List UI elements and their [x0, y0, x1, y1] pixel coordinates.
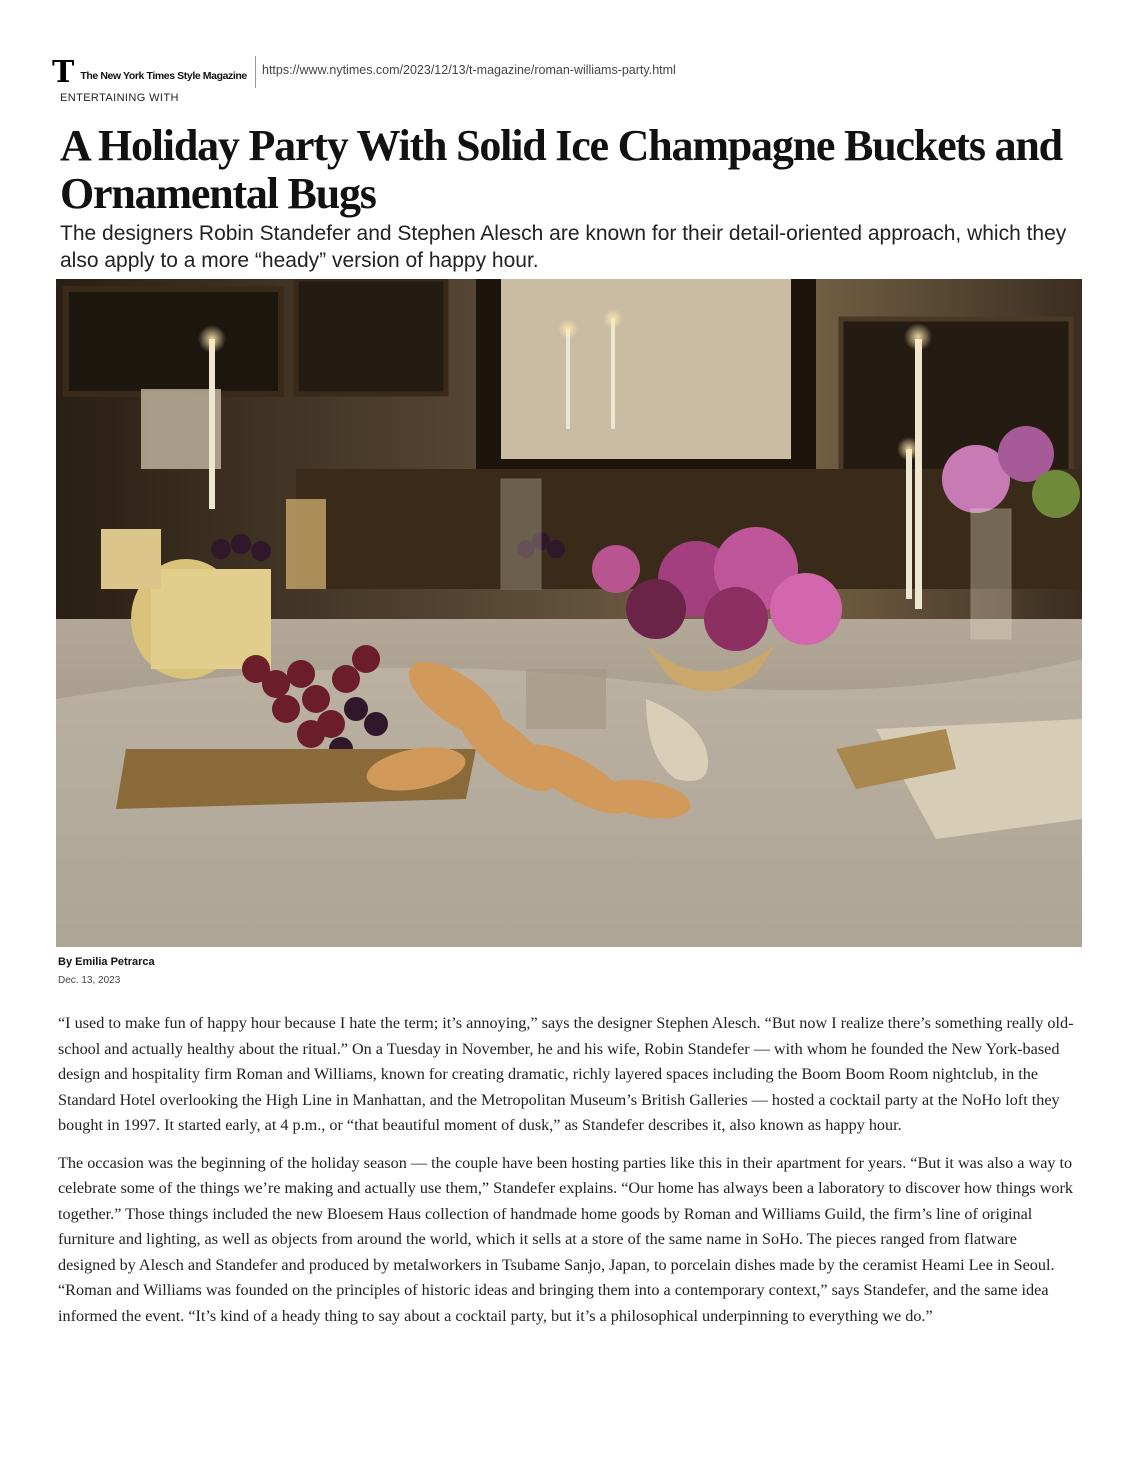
t-magazine-logo[interactable]: T [52, 55, 75, 90]
body-paragraph: “I used to make fun of happy hour because I hate the term; it’s annoying,” says the designer Stephen Alesch. “But now I realize there’s something really old-school and actually healthy about the ritual.” On a Tuesday in November, he and his wife, Robin Standefer — with whom he founded the New York-based design and hospitality firm Roman and Williams, known for creating dramatic, richly layered spaces including the Boom Boom Room nightclub, in the Standard Hotel overlooking the High Line in Manhattan, and the Metropolitan Museum’s British Galleries — hosted a cocktail party at the NoHo loft they bought in 1997. It started early, at 4 p.m., or “that beautiful moment of dusk,” as Standefer describes it, also known as happy hour. [58, 1014, 1074, 1134]
body-paragraph: The occasion was the beginning of the holiday season — the couple have been hosting parties like this in their apartment for years. “But it was also a way to celebrate some of the things we’re making and actually use them,” Standefer explains. “Our home has always been a laboratory to discover how things work together.” Those things included the new Bloesem Haus collection of handmade home goods by Roman and Williams Guild, the firm’s line of original furniture and lighting, as well as objects from around the world, which it sells at a store of the same name in SoHo. The pieces ranged from flatware designed by Alesch and Standefer and produced by metalworkers in Tsubame Sanjo, Japan, to porcelain dishes made by the ceramist Heami Lee in Seoul. “Roman and Williams was founded on the principles of historic ideas and bringing them into a contemporary context,” says Standefer, and the same idea informed the event. “It’s kind of a heady thing to say about a cocktail party, but it’s a philosophical underpinning to everything we do.” [58, 1153, 1073, 1325]
lead-photo [56, 279, 1082, 947]
byline[interactable]: By Emilia Petrarca [58, 956, 155, 968]
page-url[interactable]: https://www.nytimes.com/2023/12/13/t-magazine/roman-williams-party.html [262, 63, 676, 77]
section-kicker[interactable]: ENTERTAINING WITH [60, 92, 179, 104]
article-body [58, 1011, 1078, 1341]
summary-dek: The designers Robin Standefer and Stephen Alesch are known for their detail-oriented approach, which they also apply to a more “heady” version of happy hour. [60, 222, 1067, 272]
publish-date: Dec. 13, 2023 [58, 975, 121, 986]
headline: A Holiday Party With Solid Ice Champagne Buckets and Ornamental Bugs [60, 121, 1062, 218]
masthead [52, 55, 247, 90]
brand-name[interactable]: The New York Times Style Magazine [80, 70, 247, 82]
masthead-divider [255, 56, 256, 88]
